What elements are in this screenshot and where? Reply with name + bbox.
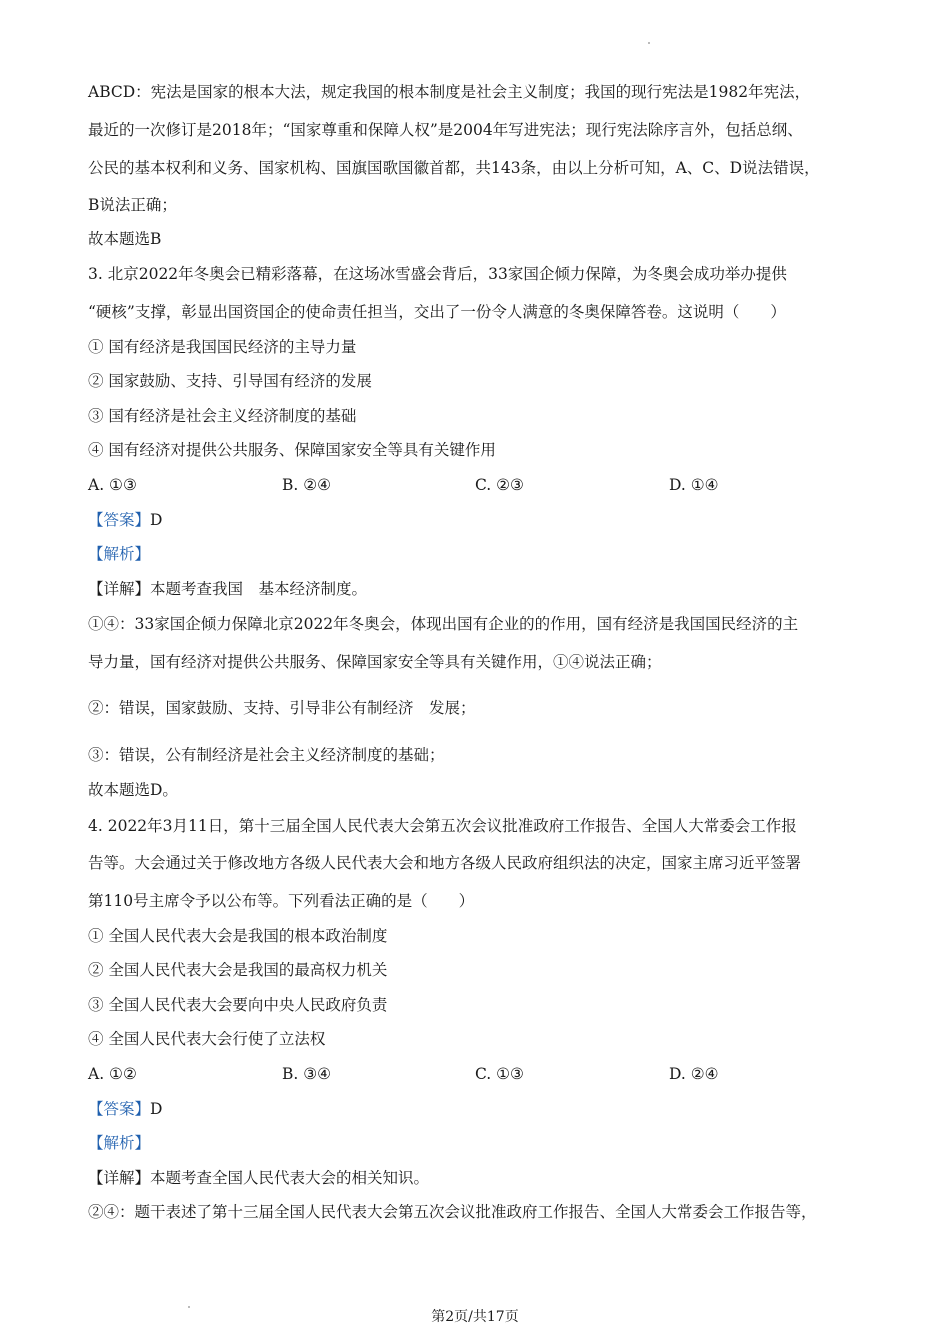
text-line: ABCD：宪法是国家的根本大法，规定我国的根本制度是社会主义制度；我国的现行宪法是1982年宪法，	[88, 83, 811, 101]
question-4-option-d: D. ②④	[669, 1065, 719, 1083]
question-4-item: ① 全国人民代表大会是我国的根本政治制度	[88, 927, 388, 945]
text-line: B说法正确；	[88, 196, 177, 214]
question-3-explain: 故本题选D。	[88, 781, 178, 799]
question-4-option-c: C. ①③	[475, 1065, 524, 1083]
question-4-explain: ②④：题干表述了第十三届全国人民代表大会第五次会议批准政府工作报告、全国人大常委会工作报告等，	[88, 1203, 817, 1221]
question-3-explain: 导力量，国有经济对提供公共服务、保障国家安全等具有关键作用，①④说法正确；	[88, 653, 662, 671]
question-4-item: ② 全国人民代表大会是我国的最高权力机关	[88, 961, 388, 979]
question-3-item: ② 国家鼓励、支持、引导国有经济的发展	[88, 372, 372, 390]
answer-value: D	[150, 1100, 163, 1118]
question-3-explain: ②：错误，国家鼓励、支持、引导非公有制经济 发展；	[88, 699, 476, 717]
answer-label: 【答案】	[88, 511, 151, 529]
question-3-stem: 3. 北京2022年冬奥会已精彩落幕，在这场冰雪盛会背后，33家国企倾力保障，为冬奥会成功举办提供	[88, 265, 787, 283]
text-line: 故本题选B	[88, 230, 162, 248]
question-4-item: ③ 全国人民代表大会要向中央人民政府负责	[88, 996, 388, 1014]
scan-dot	[648, 42, 650, 44]
question-3-item: ③ 国有经济是社会主义经济制度的基础	[88, 407, 357, 425]
question-4-option-a: A. ①②	[88, 1065, 137, 1083]
detail-text: 本题考查我国 基本经济制度。	[150, 580, 368, 598]
question-3-stem: “硬核”支撑，彰显出国资国企的使命责任担当，交出了一份令人满意的冬奥保障答卷。这说明（ ）	[88, 303, 786, 321]
question-4-analysis-label: 【解析】	[88, 1134, 151, 1152]
question-3-detail	[88, 579, 367, 599]
text-line: 最近的一次修订是2018年；“国家尊重和保障人权”是2004年写进宪法；现行宪法除序言外，包括总纲、	[88, 121, 803, 139]
text-line: 公民的基本权利和义务、国家机构、国旗国歌国徽首都，共143条，由以上分析可知，A、C、D说法错误，	[88, 159, 820, 177]
question-4-option-b: B. ③④	[282, 1065, 332, 1083]
page-footer: 第2页/共17页	[431, 1309, 519, 1325]
question-3-option-b: B. ②④	[282, 476, 332, 494]
question-4-detail	[88, 1168, 429, 1188]
scan-dot	[188, 1306, 190, 1308]
detail-label: 【详解】	[88, 1169, 151, 1187]
answer-label: 【答案】	[88, 1100, 151, 1118]
question-4-stem: 第110号主席令予以公布等。下列看法正确的是（ ）	[88, 892, 475, 910]
question-4-item: ④ 全国人民代表大会行使了立法权	[88, 1030, 326, 1048]
question-3-option-d: D. ①④	[669, 476, 719, 494]
question-3-option-c: C. ②③	[475, 476, 524, 494]
question-3-explain: ③：错误，公有制经济是社会主义经济制度的基础；	[88, 746, 445, 764]
question-4-stem: 告等。大会通过关于修改地方各级人民代表大会和地方各级人民政府组织法的决定，国家主席习近平签署	[88, 854, 802, 872]
question-3-analysis-label: 【解析】	[88, 545, 151, 563]
question-3-answer	[88, 510, 162, 530]
question-3-explain: ①④：33家国企倾力保障北京2022年冬奥会，体现出国有企业的的作用，国有经济是我国国民经济的主	[88, 615, 799, 633]
question-4-answer	[88, 1099, 162, 1119]
question-3-item: ① 国有经济是我国国民经济的主导力量	[88, 338, 357, 356]
question-3-item: ④ 国有经济对提供公共服务、保障国家安全等具有关键作用	[88, 441, 496, 459]
detail-text: 本题考查全国人民代表大会的相关知识。	[150, 1169, 430, 1187]
answer-value: D	[150, 511, 163, 529]
detail-label: 【详解】	[88, 580, 151, 598]
question-4-stem: 4. 2022年3月11日，第十三届全国人民代表大会第五次会议批准政府工作报告、全国人大常委会工作报	[88, 817, 797, 835]
question-3-option-a: A. ①③	[88, 476, 137, 494]
